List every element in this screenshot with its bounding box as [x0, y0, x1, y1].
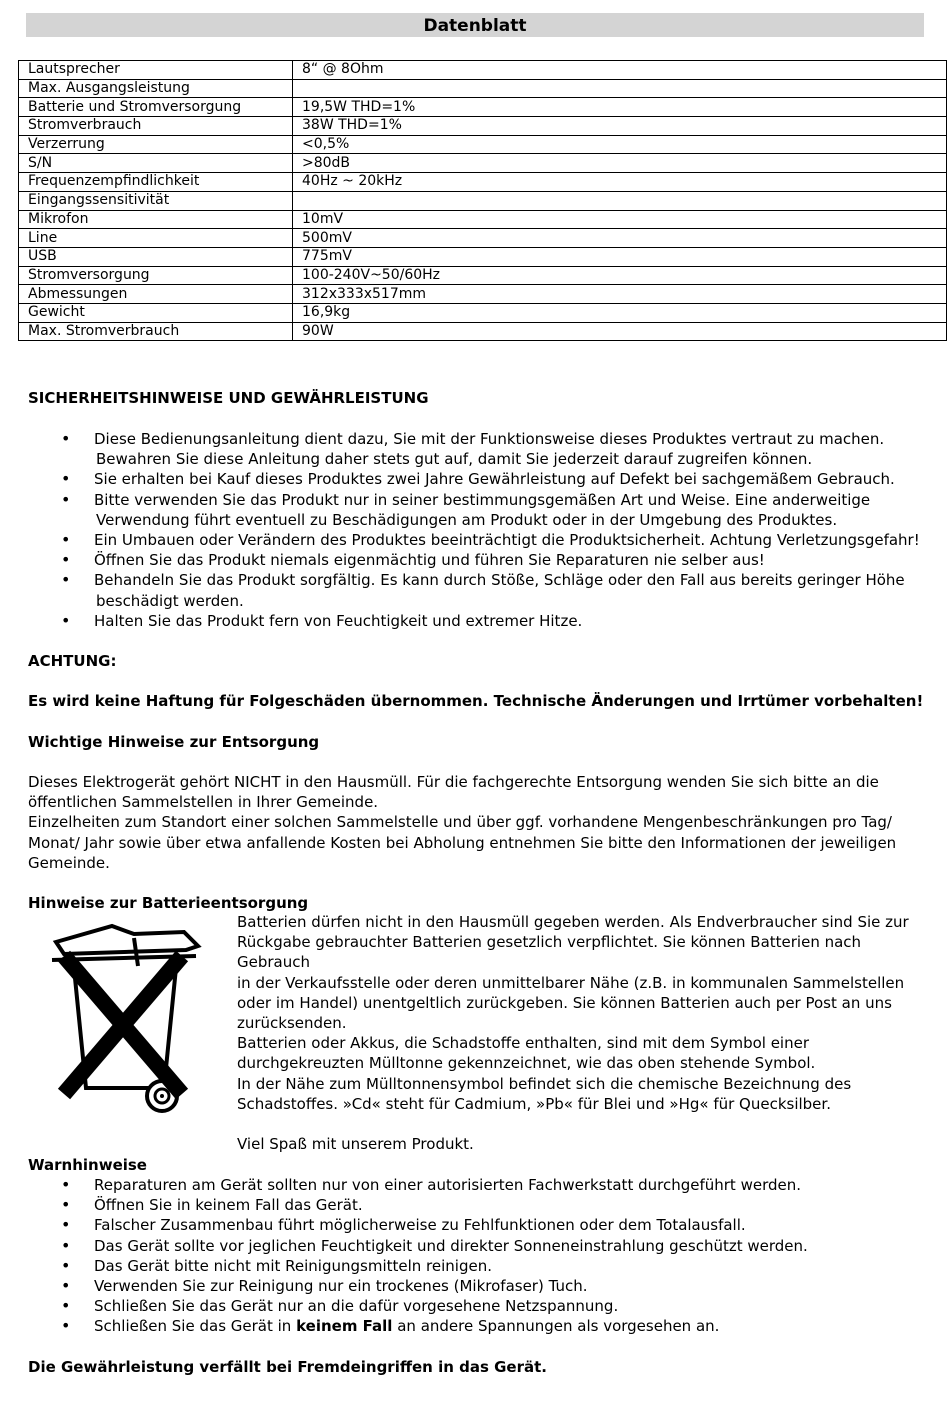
spec-label: Line [19, 229, 293, 248]
list-item-text: Bitte verwenden Sie das Produkt nur in seiner bestimmungsgemäßen Art und Weise. Eine anderweitige [94, 490, 871, 509]
paragraph-line: Rückgabe gebrauchter Batterien gesetzlich verpflichtet. Sie können Batterien nach Gebrauch [237, 933, 862, 972]
disposal-heading: Wichtige Hinweise zur Entsorgung [28, 733, 320, 751]
list-item-continuation: Verwendung führt eventuell zu Beschädigungen am Produkt oder in der Umgebung des Produktes. [96, 510, 838, 529]
list-item: • Das Gerät bitte nicht mit Reinigungsmitteln reinigen. [28, 1256, 928, 1276]
spec-label: Max. Stromverbrauch [19, 322, 293, 341]
list-item: • Öffnen Sie in keinem Fall das Gerät. [28, 1195, 928, 1215]
spec-value: >80dB [293, 154, 947, 173]
safety-list-wrap [28, 429, 928, 631]
list-item-text: Schließen Sie das Gerät in [94, 1317, 297, 1336]
list-item [28, 1316, 928, 1336]
table-row [19, 98, 947, 117]
list-item [28, 550, 928, 570]
table-row [19, 229, 947, 248]
paragraph-line: öffentlichen Sammelstellen in Ihrer Gemeinde. [28, 793, 379, 812]
spec-label: Abmessungen [19, 285, 293, 304]
list-item-text: Ein Umbauen oder Verändern des Produktes beeinträchtigt die Produktsicherheit. Achtung Verletzungsgefahr! [94, 531, 920, 550]
spec-value: <0,5% [293, 135, 947, 154]
paragraph-line: Viel Spaß mit unserem Produkt. [237, 1135, 474, 1154]
achtung-label: ACHTUNG: [28, 652, 117, 670]
spec-value: 38W THD=1% [293, 117, 947, 136]
paragraph-line: Schadstoffes. »Cd« steht für Cadmium, »Pb« für Blei und »Hg« für Quecksilber. [237, 1094, 831, 1113]
page-title: Datenblatt [26, 13, 924, 37]
list-item: • Das Gerät sollte vor jeglichen Feuchtigkeit und direkter Sonneneinstrahlung geschützt werden. [28, 1236, 928, 1256]
list-item-text: Sie erhalten bei Kauf dieses Produktes zwei Jahre Gewährleistung auf Defekt bei sachgemäßem Gebrauch. [94, 470, 895, 489]
table-row [19, 117, 947, 136]
list-item: • Verwenden Sie zur Reinigung nur ein trockenes (Mikrofaser) Tuch. [28, 1276, 928, 1296]
paragraph-line: zurücksenden. [237, 1014, 347, 1033]
table-row [19, 135, 947, 154]
table-row [19, 247, 947, 266]
spec-value: 775mV [293, 247, 947, 266]
spec-label: Mikrofon [19, 210, 293, 229]
table-row [19, 79, 947, 98]
list-item [28, 469, 928, 489]
paragraph-line: Gemeinde. [28, 853, 110, 872]
warnings-list [28, 1175, 928, 1337]
table-row [19, 285, 947, 304]
spec-value: 8“ @ 8Ohm [293, 61, 947, 80]
warranty-footer: Die Gewährleistung verfällt bei Fremdeingriffen in das Gerät. [28, 1358, 547, 1376]
safety-heading: SICHERHEITSHINWEISE UND GEWÄHRLEISTUNG [28, 389, 429, 407]
table-row [19, 322, 947, 341]
table-row [19, 266, 947, 285]
table-row [19, 191, 947, 210]
battery-heading: Hinweise zur Batterieentsorgung [28, 894, 309, 912]
spec-value: 100-240V~50/60Hz [293, 266, 947, 285]
battery-text [237, 912, 927, 1154]
spec-value: 90W [293, 322, 947, 341]
table-row [19, 210, 947, 229]
crossed-out-wheelie-bin-icon [34, 920, 209, 1120]
spec-value: 10mV [293, 210, 947, 229]
spec-label: Stromverbrauch [19, 117, 293, 136]
spec-label: Batterie und Stromversorgung [19, 98, 293, 117]
spec-table [18, 60, 947, 341]
paragraph-line: Batterien oder Akkus, die Schadstoffe enthalten, sind mit dem Symbol einer [237, 1034, 809, 1053]
spec-value: 40Hz ~ 20kHz [293, 173, 947, 192]
paragraph-line: Einzelheiten zum Standort einer solchen Sammelstelle und über ggf. vorhandene Mengenbeschränkungen pro Tag/ [28, 813, 892, 832]
warnings-list-wrap [28, 1175, 928, 1337]
table-row [19, 154, 947, 173]
spec-value [293, 191, 947, 210]
table-row [19, 61, 947, 80]
list-item: • Reparaturen am Gerät sollten nur von einer autorisierten Fachwerkstatt durchgeführt werden. [28, 1175, 928, 1195]
list-item [28, 429, 928, 469]
paragraph-line: Monat/ Jahr sowie über etwa anfallende Kosten bei Abholung entnehmen Sie bitte den Informationen der jeweiligen [28, 833, 897, 852]
paragraph-line: In der Nähe zum Mülltonnensymbol befindet sich die chemische Bezeichnung des [237, 1074, 852, 1093]
safety-list [28, 429, 928, 631]
list-item-text: Öffnen Sie das Produkt niemals eigenmächtig und führen Sie Reparaturen nie selber aus! [94, 551, 765, 570]
paragraph-line: Batterien dürfen nicht in den Hausmüll gegeben werden. Als Endverbraucher sind Sie zur [237, 913, 909, 931]
list-item-continuation: Bewahren Sie diese Anleitung daher stets gut auf, damit Sie jederzeit darauf zugreifen können. [96, 450, 813, 469]
spec-label: Stromversorgung [19, 266, 293, 285]
paragraph-line: in der Verkaufsstelle oder deren unmittelbarer Nähe (z.B. in kommunalen Sammelstellen [237, 973, 905, 992]
spec-label: USB [19, 247, 293, 266]
emphasis-text: keinem Fall [296, 1317, 393, 1336]
list-item [28, 530, 928, 550]
spec-label: Frequenzempfindlichkeit [19, 173, 293, 192]
spec-label: Verzerrung [19, 135, 293, 154]
paragraph-line: oder im Handel) unentgeltlich zurückgeben. Sie können Batterien auch per Post an uns [237, 993, 892, 1012]
spec-value [293, 79, 947, 98]
list-item-text: Halten Sie das Produkt fern von Feuchtigkeit und extremer Hitze. [94, 611, 583, 630]
list-item-continuation: beschädigt werden. [96, 591, 244, 610]
disposal-text [28, 772, 928, 873]
list-item [28, 570, 928, 610]
table-row [19, 303, 947, 322]
spec-label: Lautsprecher [19, 61, 293, 80]
list-item-text: Behandeln Sie das Produkt sorgfältig. Es kann durch Stöße, Schläge oder den Fall aus bereits geringer Höhe [94, 571, 905, 590]
paragraph-line: durchgekreuzten Mülltonne gekennzeichnet, wie das oben stehende Symbol. [237, 1054, 816, 1073]
spec-label: Eingangssensitivität [19, 191, 293, 210]
spec-value: 312x333x517mm [293, 285, 947, 304]
paragraph-line: Dieses Elektrogerät gehört NICHT in den Hausmüll. Für die fachgerechte Entsorgung wenden Sie sich bitte an die [28, 773, 879, 791]
list-item: • Schließen Sie das Gerät nur an die dafür vorgesehene Netzspannung. [28, 1296, 928, 1316]
spec-value: 19,5W THD=1% [293, 98, 947, 117]
spec-value: 16,9kg [293, 303, 947, 322]
achtung-text: Es wird keine Haftung für Folgeschäden übernommen. Technische Änderungen und Irrtümer vorbehalten! [28, 692, 924, 710]
list-item-text: an andere Spannungen als vorgesehen an. [392, 1317, 720, 1336]
list-item: • Falscher Zusammenbau führt möglicherweise zu Fehlfunktionen oder dem Totalausfall. [28, 1215, 928, 1235]
list-item-text: Diese Bedienungsanleitung dient dazu, Sie mit der Funktionsweise dieses Produktes vertraut zu machen. [94, 430, 885, 448]
spec-label: Gewicht [19, 303, 293, 322]
list-item [28, 490, 928, 530]
spec-value: 500mV [293, 229, 947, 248]
spec-label: S/N [19, 154, 293, 173]
table-row [19, 173, 947, 192]
paragraph-line [237, 1114, 927, 1134]
warnings-heading: Warnhinweise [28, 1156, 147, 1174]
spec-label: Max. Ausgangsleistung [19, 79, 293, 98]
list-item [28, 611, 928, 631]
